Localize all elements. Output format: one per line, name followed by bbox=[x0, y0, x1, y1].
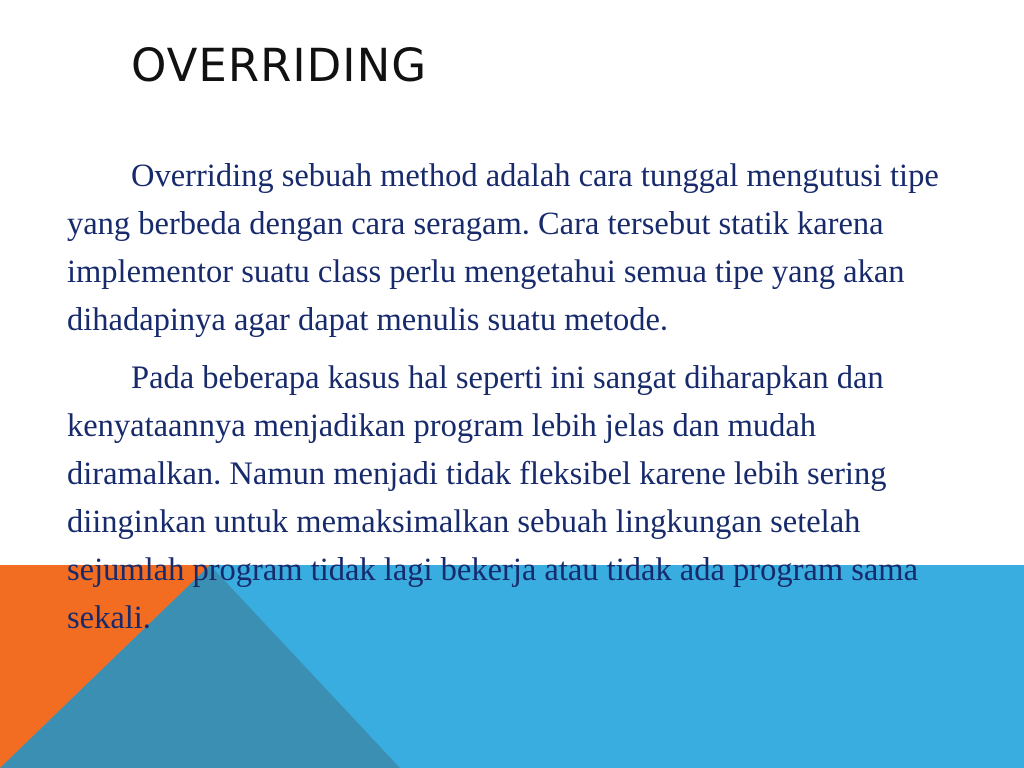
slide-body bbox=[67, 152, 967, 642]
slide-title: OVERRIDING bbox=[131, 39, 428, 92]
body-paragraph-2: Pada beberapa kasus hal seperti ini sangat diharapkan dan kenyataannya menjadikan program lebih jelas dan mudah diramalkan. Namun menjadi tidak fleksibel karene lebih sering diinginkan untuk memaksimalkan sebuah lingkungan setelah sejumlah program tidak lagi bekerja atau tidak ada program sama sekali. bbox=[67, 360, 918, 636]
body-paragraph-1: Overriding sebuah method adalah cara tunggal mengutusi tipe yang berbeda dengan cara seragam. Cara tersebut statik karena implementor suatu class perlu mengetahui semua tipe yang akan dihadapinya agar dapat menulis suatu metode. bbox=[67, 158, 939, 338]
